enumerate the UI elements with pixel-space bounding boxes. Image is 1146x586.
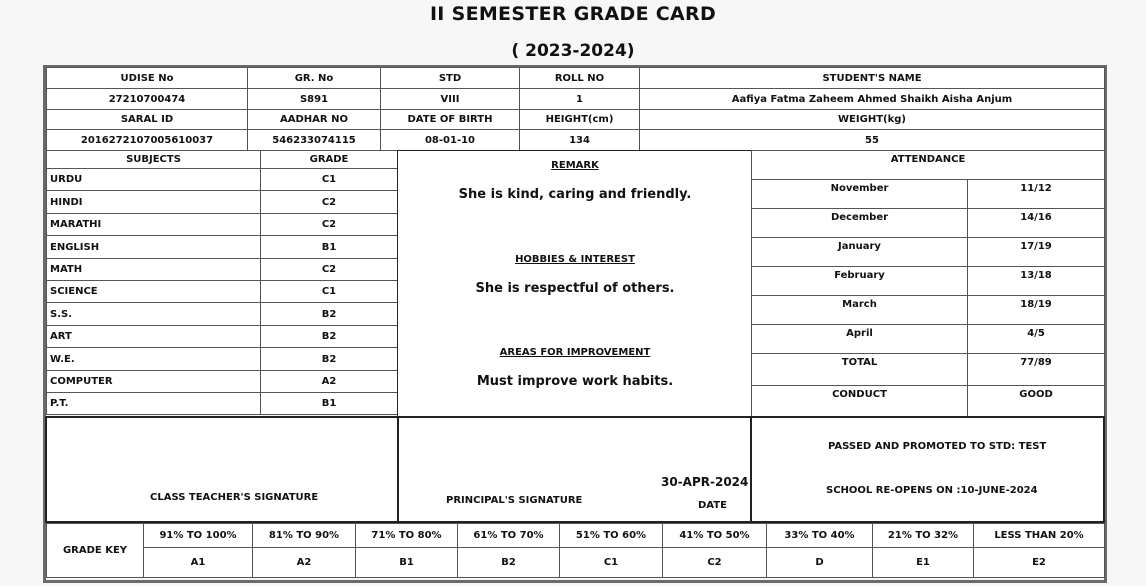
info-value-2: S891	[247, 88, 381, 110]
subject-grade: B2	[260, 347, 398, 371]
grade-key-grade: D	[766, 547, 873, 578]
info-value-1: 27210700474	[46, 88, 248, 110]
grade-key-range: 33% TO 40%	[766, 523, 873, 548]
grade-key-grade: C1	[559, 547, 663, 578]
hobbies-heading: HOBBIES & INTEREST	[515, 254, 635, 265]
subject-grade: B2	[260, 302, 398, 326]
improvement-heading: AREAS FOR IMPROVEMENT	[499, 347, 651, 358]
info-header-4: ROLL NO	[519, 67, 640, 89]
info-header-4: HEIGHT(cm)	[519, 109, 640, 130]
grade-key-grade: A1	[143, 547, 253, 578]
subject-name: ART	[46, 325, 261, 348]
grade-key-range: 61% TO 70%	[457, 523, 560, 548]
info-value-2: 546233074115	[247, 129, 381, 151]
attendance-value: 77/89	[967, 353, 1105, 386]
subject-grade: B2	[260, 325, 398, 348]
info-header-3: DATE OF BIRTH	[380, 109, 520, 130]
attendance-month: March	[751, 295, 968, 325]
attendance-month: February	[751, 266, 968, 296]
info-header-5: WEIGHT(kg)	[639, 109, 1105, 130]
remarks-panel	[397, 150, 751, 417]
info-header-2: GR. No	[247, 67, 381, 89]
attendance-month: CONDUCT	[751, 385, 968, 417]
attendance-value: 17/19	[967, 237, 1105, 267]
info-value-5: Aafiya Fatma Zaheem Ahmed Shaikh Aisha Anjum	[639, 88, 1105, 110]
hobbies-section	[398, 245, 752, 339]
grade-key-label: GRADE KEY	[46, 523, 144, 578]
reopen-text: SCHOOL RE-OPENS ON :10-JUNE-2024	[826, 485, 1038, 496]
info-header-1: SARAL ID	[46, 109, 248, 130]
remark-section	[398, 151, 752, 246]
class-teacher-signature-label: CLASS TEACHER'S SIGNATURE	[150, 492, 319, 503]
subject-name: SCIENCE	[46, 280, 261, 303]
subject-grade: B1	[260, 235, 398, 259]
remark-heading: REMARK	[551, 160, 599, 171]
info-value-1: 2016272107005610037	[46, 129, 248, 151]
remark-text: She is kind, caring and friendly.	[458, 187, 692, 202]
grade-key-grade: E2	[973, 547, 1105, 578]
attendance-value: 4/5	[967, 324, 1105, 354]
promotion-box	[750, 416, 1105, 523]
attendance-heading: ATTENDANCE	[751, 150, 1105, 180]
grade-key-range: 81% TO 90%	[252, 523, 356, 548]
info-value-3: VIII	[380, 88, 520, 110]
attendance-value: 14/16	[967, 208, 1105, 238]
info-value-4: 134	[519, 129, 640, 151]
info-value-4: 1	[519, 88, 640, 110]
subject-grade: C2	[260, 190, 398, 214]
subject-name: MATH	[46, 258, 261, 281]
subject-grade: C2	[260, 213, 398, 236]
improvement-section	[398, 338, 752, 417]
subject-name: URDU	[46, 168, 261, 191]
grade-key-grade: A2	[252, 547, 356, 578]
subject-name: P.T.	[46, 392, 261, 415]
academic-year: ( 2023-2024)	[511, 41, 635, 61]
grade-key-grade: E1	[872, 547, 974, 578]
subject-grade: B1	[260, 392, 398, 415]
principal-signature-box	[397, 416, 752, 523]
grade-key-range: 71% TO 80%	[355, 523, 458, 548]
grade-key-range: 91% TO 100%	[143, 523, 253, 548]
attendance-month: November	[751, 179, 968, 209]
class-teacher-signature-box	[45, 416, 399, 523]
page-title: II SEMESTER GRADE CARD	[429, 3, 717, 25]
attendance-month: January	[751, 237, 968, 267]
date-label: DATE	[698, 500, 727, 511]
subjects-header: SUBJECTS	[46, 150, 261, 169]
grade-key-range: 51% TO 60%	[559, 523, 663, 548]
attendance-value: 18/19	[967, 295, 1105, 325]
subject-name: HINDI	[46, 190, 261, 214]
info-header-1: UDISE No	[46, 67, 248, 89]
improvement-text: Must improve work habits.	[476, 374, 674, 389]
info-header-5: STUDENT'S NAME	[639, 67, 1105, 89]
grade-header: GRADE	[260, 150, 398, 169]
grade-key-range: 41% TO 50%	[662, 523, 767, 548]
grade-key-grade: B1	[355, 547, 458, 578]
principal-signature-label: PRINCIPAL'S SIGNATURE	[446, 495, 583, 506]
subject-name: S.S.	[46, 302, 261, 326]
subject-grade: C2	[260, 258, 398, 281]
attendance-value: 13/18	[967, 266, 1105, 296]
subject-name: COMPUTER	[46, 370, 261, 393]
date-value: 30-APR-2024	[661, 475, 749, 489]
subject-grade: C1	[260, 280, 398, 303]
attendance-value: 11/12	[967, 179, 1105, 209]
attendance-month: TOTAL	[751, 353, 968, 386]
info-header-3: STD	[380, 67, 520, 89]
promotion-text: PASSED AND PROMOTED TO STD: TEST	[828, 441, 1047, 452]
attendance-month: December	[751, 208, 968, 238]
subject-grade: A2	[260, 370, 398, 393]
subject-grade: C1	[260, 168, 398, 191]
attendance-month: April	[751, 324, 968, 354]
grade-key-grade: B2	[457, 547, 560, 578]
subject-name: W.E.	[46, 347, 261, 371]
grade-key-range: LESS THAN 20%	[973, 523, 1105, 548]
info-value-3: 08-01-10	[380, 129, 520, 151]
attendance-value: GOOD	[967, 385, 1105, 417]
subject-name: MARATHI	[46, 213, 261, 236]
subject-name: ENGLISH	[46, 235, 261, 259]
info-header-2: AADHAR NO	[247, 109, 381, 130]
hobbies-text: She is respectful of others.	[475, 281, 675, 296]
grade-key-range: 21% TO 32%	[872, 523, 974, 548]
info-value-5: 55	[639, 129, 1105, 151]
grade-key-grade: C2	[662, 547, 767, 578]
